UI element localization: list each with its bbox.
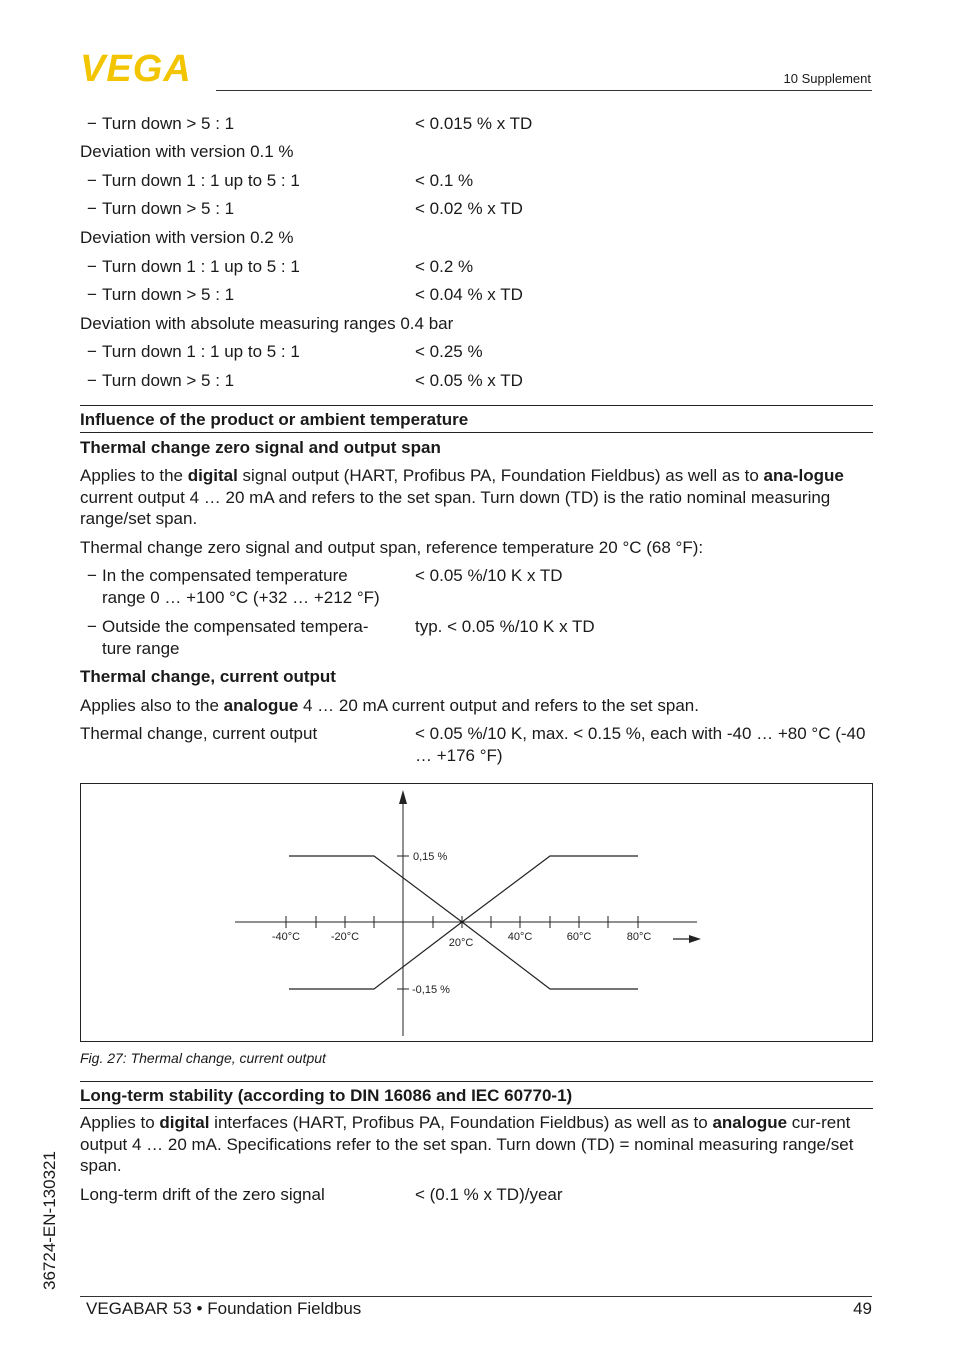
x-label: 80°C [626,931,652,943]
deviation-heading-label: Deviation with version 0.1 % [80,142,294,161]
dash-marker: − [87,342,97,361]
deviation-value: < 0.05 % x TD [415,371,523,390]
deviation-label: Turn down > 5 : 1 [102,285,235,304]
spec-value: < 0.05 %/10 K x TD [415,566,563,585]
x-axis-arrow [689,935,701,943]
page-number: 49 [853,1299,872,1318]
x-label: 60°C [566,931,592,943]
spec-value: typ. < 0.05 %/10 K x TD [415,617,595,636]
spec-label: In the compensated temperature range 0 … +100 °C (+32 … +212 °F) [102,566,380,607]
spec-label: Outside the compensated tempera-ture range [102,617,369,658]
deviation-label: Turn down 1 : 1 up to 5 : 1 [102,171,300,190]
paragraph-analogue: Applies also to the analogue 4 … 20 mA current output and refers to the set span. [80,696,699,715]
deviation-heading-label: Deviation with version 0.2 % [80,228,294,247]
deviation-value: < 0.1 % [415,171,474,190]
spec-label: Long-term drift of the zero signal [80,1185,325,1204]
x-label: -40°C [271,931,301,943]
thermal-change-diagram [81,784,872,1041]
dash-marker: − [87,199,97,218]
y-label-negative: -0,15 % [412,984,450,996]
footer-divider [80,1296,872,1297]
paragraph-reference-temperature: Thermal change zero signal and output span, reference temperature 20 °C (68 °F): [80,538,704,557]
spec-label: Thermal change, current output [80,724,318,743]
vega-logo [80,50,212,86]
deviation-heading-label: Deviation with absolute measuring ranges 0.4 bar [80,314,454,333]
header-section-title: 10 Supplement [783,71,871,86]
spec-value: < (0.1 % x TD)/year [415,1185,563,1204]
document-code: 36724-EN-130321 [40,1151,59,1290]
dash-marker: − [87,617,97,636]
logo-text: VEGA [80,50,192,86]
deviation-value: < 0.02 % x TD [415,199,523,218]
deviation-value: < 0.04 % x TD [415,285,523,304]
footer-product: VEGABAR 53 • Foundation Fieldbus [86,1299,362,1318]
deviation-label: Turn down > 5 : 1 [102,199,235,218]
section-title-long-term: Long-term stability (according to DIN 16086 and IEC 60770-1) [80,1081,873,1109]
x-label: 40°C [507,931,533,943]
section-title-temperature: Influence of the product or ambient temperature [80,405,873,433]
y-axis-arrow [399,790,407,804]
y-label-positive: 0,15 % [413,851,448,863]
figure-caption: Fig. 27: Thermal change, current output [80,1050,326,1066]
paragraph-long-term: Applies to digital interfaces (HART, Profibus PA, Foundation Fieldbus) as well as to analogue cur-rent output 4 … 20 mA. Specifications refer to the set span. Turn down (TD) = nominal measuring range/set span. [80,1113,854,1175]
deviation-value: < 0.015 % x TD [415,114,533,133]
deviation-label: Turn down 1 : 1 up to 5 : 1 [102,257,300,276]
dash-marker: − [87,285,97,304]
dash-marker: − [87,114,97,133]
deviation-label: Turn down > 5 : 1 [102,114,235,133]
deviation-value: < 0.25 % [415,342,483,361]
paragraph-digital-signal: Applies to the digital signal output (HART, Profibus PA, Foundation Fieldbus) as well as to ana-logue current output 4 … 20 mA and refers to the set span. Turn down (TD) is the ratio nominal measuring range/set span. [80,466,844,528]
spec-value: < 0.05 %/10 K, max. < 0.15 %, each with -40 … +80 °C (-40 … +176 °F) [415,724,866,765]
subsection-title-current-output: Thermal change, current output [80,667,336,686]
subsection-title-zero-signal: Thermal change zero signal and output span [80,438,441,457]
deviation-label: Turn down 1 : 1 up to 5 : 1 [102,342,300,361]
deviation-value: < 0.2 % [415,257,474,276]
dash-marker: − [87,566,97,585]
x-label: -20°C [330,931,360,943]
header-divider [216,90,872,91]
figure-thermal-change [80,783,873,1042]
dash-marker: − [87,371,97,390]
dash-marker: − [87,257,97,276]
deviation-label: Turn down > 5 : 1 [102,371,235,390]
x-label: 20°C [448,937,474,949]
dash-marker: − [87,171,97,190]
